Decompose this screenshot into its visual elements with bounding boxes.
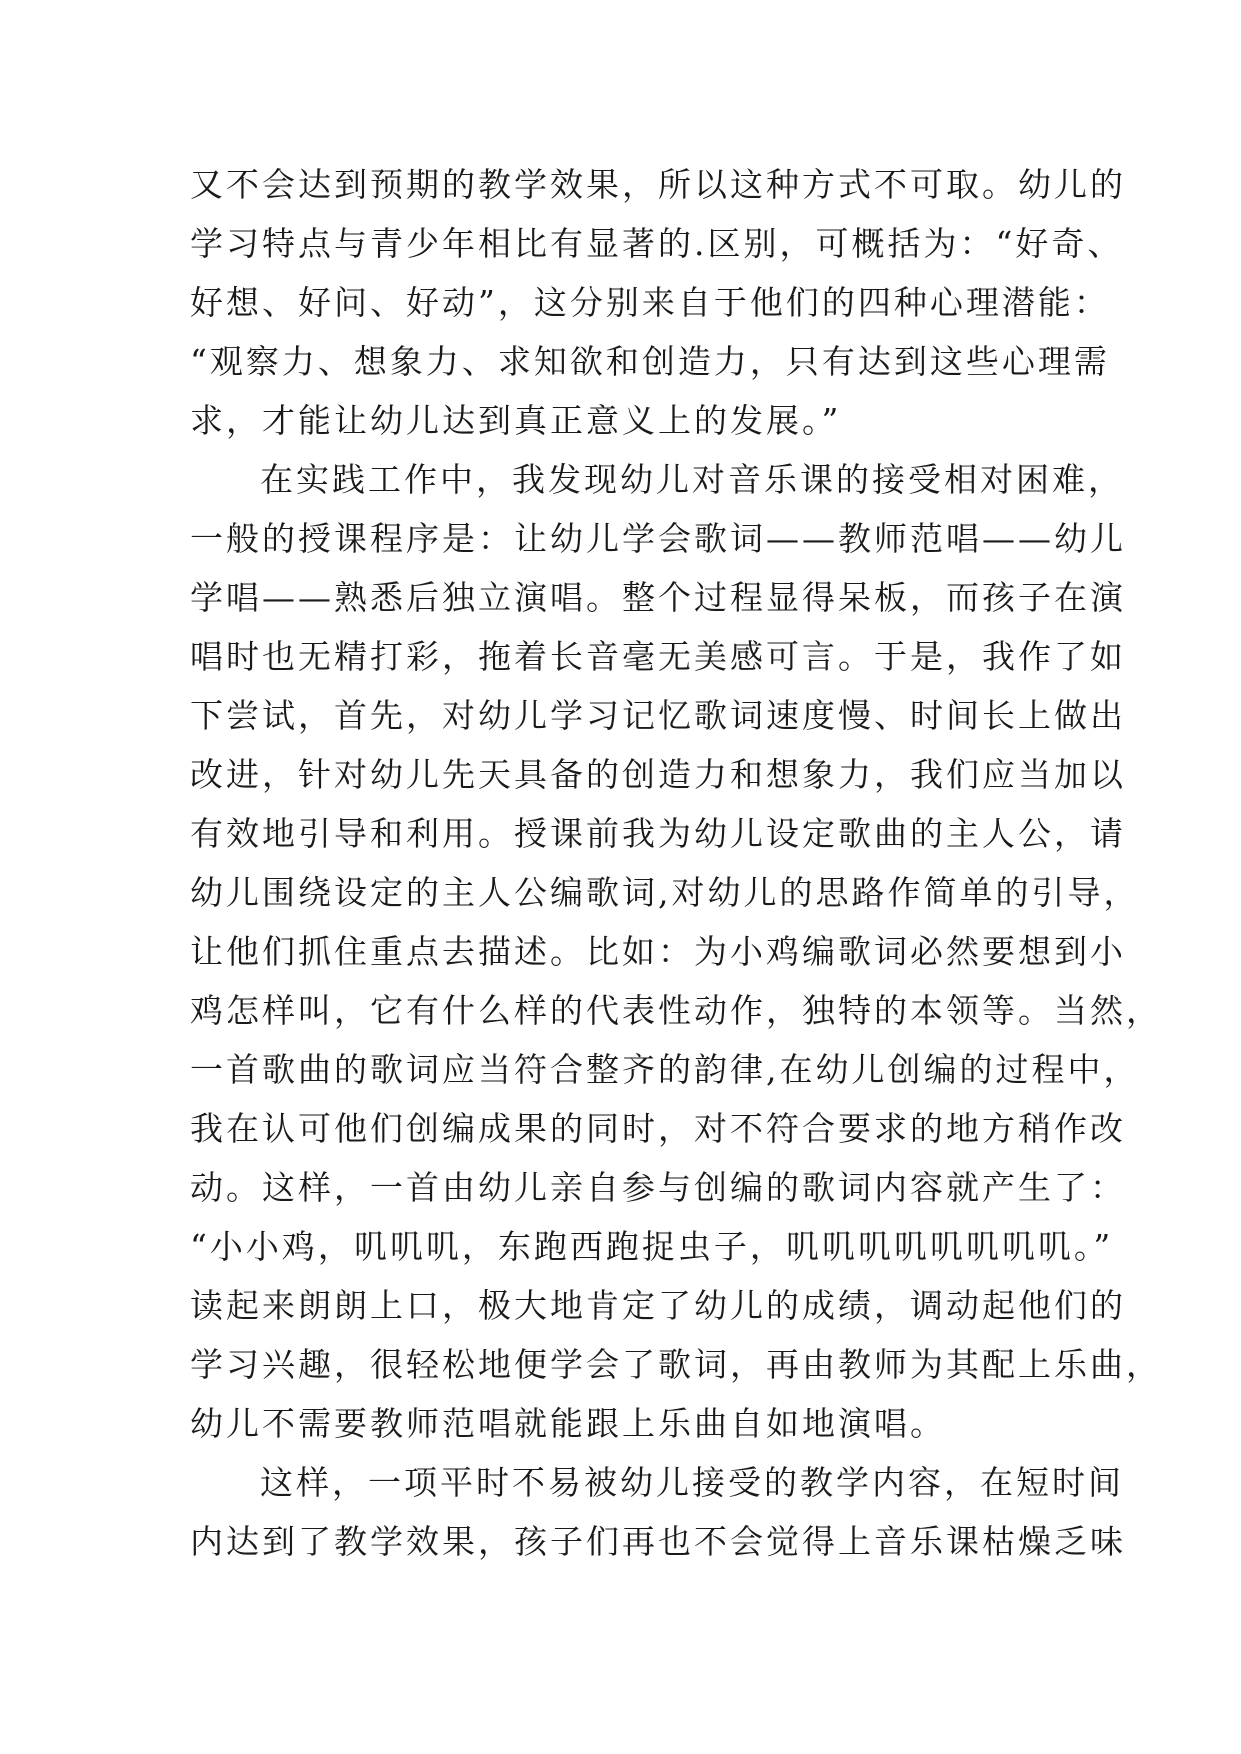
text-line: 改进，针对幼儿先天具备的创造力和想象力，我们应当加以: [190, 755, 1126, 794]
text-line: 求，才能让幼儿达到真正意义上的发展。”: [190, 401, 842, 440]
text-line: 学习特点与青少年相比有显著的.区别，可概括为：“好奇、: [190, 224, 1124, 263]
text-line: 幼儿围绕设定的主人公编歌词,对幼儿的思路作简单的引导，: [190, 873, 1140, 912]
text-line: 下尝试，首先，对幼儿学习记忆歌词速度慢、时间长上做出: [190, 696, 1126, 735]
text-line: 唱时也无精打彩，拖着长音毫无美感可言。于是，我作了如: [190, 637, 1126, 676]
text-line: 又不会达到预期的教学效果，所以这种方式不可取。幼儿的: [190, 165, 1126, 204]
text-line: 动。这样，一首由幼儿亲自参与创编的歌词内容就产生了：: [190, 1168, 1126, 1207]
text-line: 内达到了教学效果，孩子们再也不会觉得上音乐课枯燥乏味: [190, 1522, 1126, 1561]
text-line: 学唱——熟悉后独立演唱。整个过程显得呆板，而孩子在演: [190, 578, 1126, 617]
text-line: 读起来朗朗上口，极大地肯定了幼儿的成绩，调动起他们的: [190, 1286, 1126, 1325]
text-line: 鸡怎样叫，它有什么样的代表性动作，独特的本领等。当然，: [190, 991, 1162, 1030]
text-line: 幼儿不需要教师范唱就能跟上乐曲自如地演唱。: [190, 1404, 946, 1443]
text-line: 在实践工作中，我发现幼儿对音乐课的接受相对困难，: [260, 460, 1124, 499]
text-line: 有效地引导和利用。授课前我为幼儿设定歌曲的主人公，请: [190, 814, 1126, 853]
text-line: 一首歌曲的歌词应当符合整齐的韵律,在幼儿创编的过程中，: [190, 1050, 1140, 1089]
text-line: 一般的授课程序是：让幼儿学会歌词——教师范唱——幼儿: [190, 519, 1126, 558]
text-line: 好想、好问、好动”，这分别来自于他们的四种心理潜能：: [190, 283, 1110, 322]
body-text: [190, 155, 1162, 1571]
text-line: 我在认可他们创编成果的同时，对不符合要求的地方稍作改: [190, 1109, 1126, 1148]
text-line: 让他们抓住重点去描述。比如：为小鸡编歌词必然要想到小: [190, 932, 1126, 971]
text-line: 学习兴趣，很轻松地便学会了歌词，再由教师为其配上乐曲，: [190, 1345, 1162, 1384]
text-line: “观察力、想象力、求知欲和创造力，只有达到这些心理需: [190, 342, 1110, 381]
text-line: “小小鸡，叽叽叽，东跑西跑捉虫子，叽叽叽叽叽叽叽叽。”: [190, 1227, 1114, 1266]
text-line: 这样，一项平时不易被幼儿接受的教学内容，在短时间: [260, 1463, 1124, 1502]
